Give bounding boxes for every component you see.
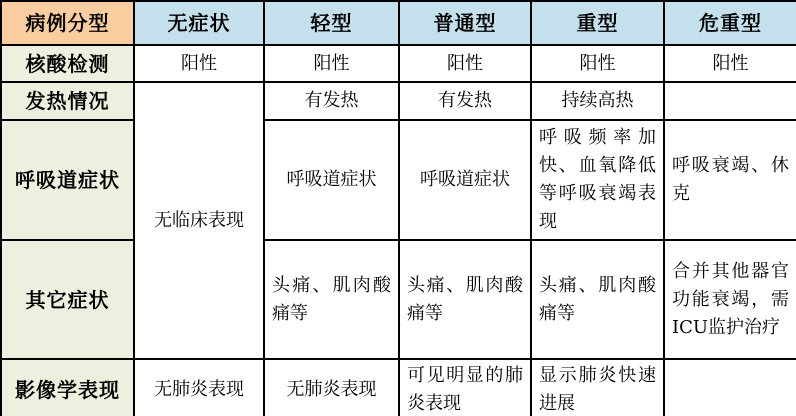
header-row <box>1 1 796 45</box>
cell-imaging-mild: 无肺炎表现 <box>264 359 399 416</box>
row-header-imaging: 影像学表现 <box>1 359 134 416</box>
cell-other-severe: 头痛、肌肉酸痛等 <box>531 240 664 359</box>
cell-other-critical: 合并其他器官功能衰竭，需ICU监护治疗 <box>664 240 796 359</box>
cell-imaging-asymptomatic: 无肺炎表现 <box>134 359 264 416</box>
cell-respiratory-severe: 呼吸频率加快、血氧降低等呼吸衰竭表现 <box>531 120 664 240</box>
row-other-symptoms <box>1 240 796 359</box>
column-header-severe: 重型 <box>531 1 664 45</box>
cell-imaging-critical <box>664 359 796 416</box>
cell-nucleic-moderate: 阳性 <box>399 45 531 82</box>
cell-fever-mild: 有发热 <box>264 82 399 120</box>
column-header-mild: 轻型 <box>264 1 399 45</box>
cell-other-mild: 头痛、肌肉酸痛等 <box>264 240 399 359</box>
row-nucleic-test <box>1 45 796 82</box>
cell-nucleic-mild: 阳性 <box>264 45 399 82</box>
row-header-respiratory-symptoms: 呼吸道症状 <box>1 120 134 240</box>
cell-imaging-severe: 显示肺炎快速进展 <box>531 359 664 416</box>
corner-header-case-type: 病例分型 <box>1 1 134 45</box>
row-header-nucleic-test: 核酸检测 <box>1 45 134 82</box>
row-imaging <box>1 359 796 416</box>
cell-respiratory-mild: 呼吸道症状 <box>264 120 399 240</box>
cell-imaging-moderate: 可见明显的肺炎表现 <box>399 359 531 416</box>
row-respiratory-symptoms <box>1 120 796 240</box>
cell-fever-critical <box>664 82 796 120</box>
cell-fever-severe: 持续高热 <box>531 82 664 120</box>
row-fever <box>1 82 796 120</box>
cell-fever-moderate: 有发热 <box>399 82 531 120</box>
cell-respiratory-moderate: 呼吸道症状 <box>399 120 531 240</box>
cell-nucleic-critical: 阳性 <box>664 45 796 82</box>
cell-other-moderate: 头痛、肌肉酸痛等 <box>399 240 531 359</box>
cell-no-clinical-manifestation-merged: 无临床表现 <box>134 82 264 359</box>
cell-nucleic-severe: 阳性 <box>531 45 664 82</box>
row-header-fever: 发热情况 <box>1 82 134 120</box>
column-header-asymptomatic: 无症状 <box>134 1 264 45</box>
column-header-moderate: 普通型 <box>399 1 531 45</box>
column-header-critical: 危重型 <box>664 1 796 45</box>
cell-nucleic-asymptomatic: 阳性 <box>134 45 264 82</box>
cell-respiratory-critical: 呼吸衰竭、休克 <box>664 120 796 240</box>
row-header-other-symptoms: 其它症状 <box>1 240 134 359</box>
